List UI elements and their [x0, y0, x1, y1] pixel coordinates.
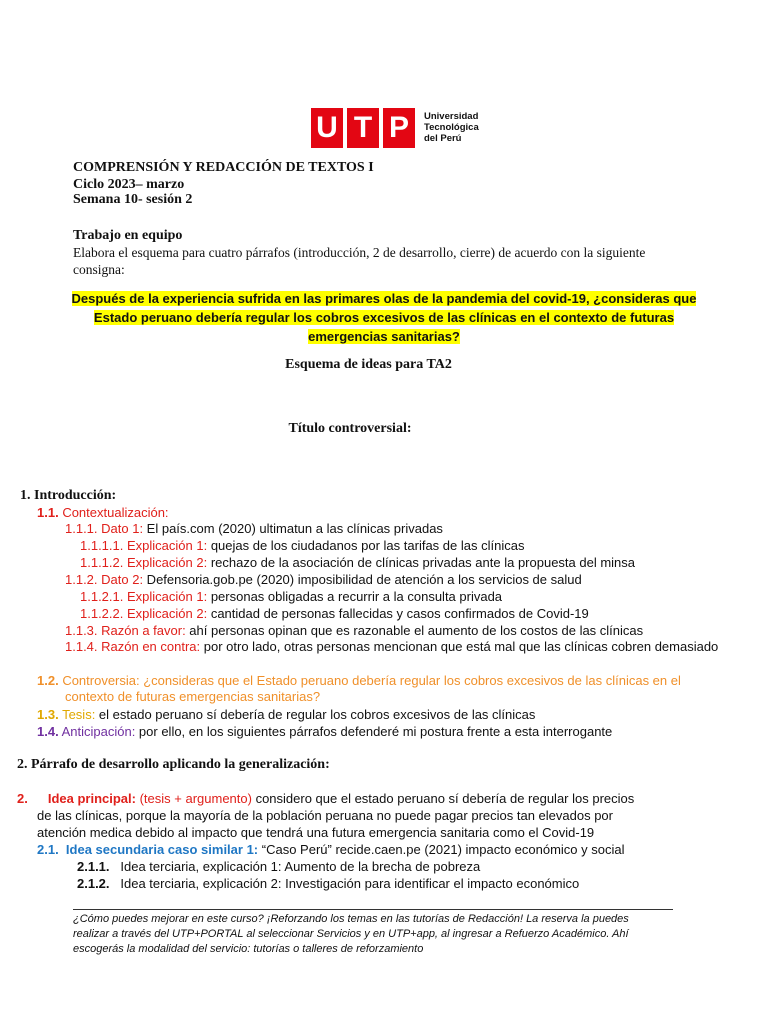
item-label: Tesis:: [62, 707, 96, 722]
item-text: el estado peruano sí debería de regular los cobros excesivos de las clínicas: [95, 707, 536, 722]
item-1-1-3: [65, 623, 643, 638]
item-text: por ello, en los siguientes párrafos defenderé mi postura frente a esta interrogante: [135, 724, 613, 739]
item-text: Idea terciaria, explicación 2: Investigación para identificar el impacto económico: [120, 876, 580, 891]
item-label: 1.1.1.2. Explicación 2:: [80, 555, 208, 570]
section-1-heading: 1. Introducción:: [20, 488, 117, 503]
task-title: Trabajo en equipo: [73, 228, 183, 243]
section-2-idea-line-3: atención medica debido al impacto que tendrá una futura emergencia sanitaria como el Covid-19: [37, 825, 595, 840]
item-1-4: [37, 724, 612, 739]
question-line-2-wrap: [0, 309, 768, 327]
item-text: Controversia: ¿consideras que el Estado peruano debería regular los cobros excesivos de las clínicas en el: [62, 673, 681, 688]
item-number: 2.1.: [37, 842, 59, 857]
item-text: quejas de los ciudadanos por las tarifas de las clínicas: [207, 538, 525, 553]
item-number: 1.3.: [37, 707, 59, 722]
footer-line-3: escogerás la modalidad del servicio: tutorías o talleres de reforzamiento: [73, 943, 424, 955]
item-text: por otro lado, otras personas mencionan que está mal que las clínicas cobren demasiado: [200, 639, 719, 654]
item-2-1: [37, 842, 624, 857]
footer-line-2: realizar a través del UTP+PORTAL al seleccionar Servicios y en UTP+app, al ingresar a Refuerzo Académico. Ahí: [73, 928, 629, 940]
item-text: El país.com (2020) ultimatun a las clínicas privadas: [143, 521, 443, 536]
question-line-3-wrap: [0, 328, 768, 346]
item-label: Idea secundaria caso similar 1:: [65, 842, 259, 857]
logo-letter-t: T: [347, 108, 379, 148]
scheme-title: Esquema de ideas para TA2: [285, 357, 452, 372]
item-number: 2.: [17, 791, 28, 806]
item-label: 1.1.2.1. Explicación 1:: [80, 589, 208, 604]
logo-letter-u: U: [311, 108, 343, 148]
item-2-1-1: [77, 859, 480, 874]
section-2-idea-line-1: [17, 791, 634, 806]
question-line-3: emergencias sanitarias?: [308, 329, 460, 344]
course-cycle: Ciclo 2023– marzo: [73, 177, 185, 192]
item-number: 2.1.1.: [77, 859, 110, 874]
item-label: Idea principal:: [47, 791, 136, 806]
item-text: considero que el estado peruano sí debería de regular los precios: [251, 791, 635, 806]
item-1-1-1-1: [80, 538, 524, 553]
item-paren: (tesis + argumento): [135, 791, 252, 806]
question-line-1-wrap: [0, 290, 768, 308]
utp-logo: [311, 108, 479, 148]
question-line-2: Estado peruano debería regular los cobros excesivos de las clínicas en el contexto de futuras: [93, 310, 675, 325]
item-1-1-2-2: [80, 606, 589, 621]
course-week: Semana 10- sesión 2: [73, 192, 193, 207]
item-1-2: [37, 673, 681, 688]
item-text: ahí personas opinan que es razonable el aumento de los costos de las clínicas: [185, 623, 644, 638]
item-text: Defensoria.gob.pe (2020) imposibilidad de atención a los servicios de salud: [143, 572, 582, 587]
item-label: 1.1.1. Dato 1:: [65, 521, 144, 536]
item-text: cantidad de personas fallecidas y casos confirmados de Covid-19: [207, 606, 589, 621]
task-instruction-line-2: consigna:: [73, 262, 125, 277]
question-line-1: Después de la experiencia sufrida en las primares olas de la pandemia del covid-19, ¿consideras que: [71, 291, 697, 306]
item-number: 1.4.: [37, 724, 59, 739]
item-1-1-4: [65, 639, 718, 654]
course-title: COMPRENSIÓN Y REDACCIÓN DE TEXTOS I: [73, 160, 374, 175]
item-2-1-2: [77, 876, 579, 891]
footer-divider: [73, 909, 673, 910]
item-1-1-2-1: [80, 589, 502, 604]
section-2-heading: 2. Párrafo de desarrollo aplicando la generalización:: [17, 757, 330, 772]
item-number: 1.1.: [37, 505, 59, 520]
item-label: Contextualización:: [62, 505, 169, 520]
item-number: 2.1.2.: [77, 876, 110, 891]
logo-letter-p: P: [383, 108, 415, 148]
section-2-idea-line-2: de las clínicas, porque la mayoría de la población peruana no puede pagar precios tan elevados por: [37, 808, 613, 823]
item-1-2-cont: contexto de futuras emergencias sanitarias?: [65, 689, 321, 704]
item-text: “Caso Perú” recide.caen.pe (2021) impacto económico y social: [258, 842, 625, 857]
item-label: 1.1.4. Razón en contra:: [65, 639, 201, 654]
item-1-3: [37, 707, 535, 722]
item-label: 1.1.2.2. Explicación 2:: [80, 606, 208, 621]
controversial-title: Título controversial:: [288, 421, 412, 436]
item-number: 1.2.: [37, 673, 59, 688]
item-1-1-2: [65, 572, 582, 587]
item-label: 1.1.2. Dato 2:: [65, 572, 144, 587]
item-text: personas obligadas a recurrir a la consulta privada: [207, 589, 503, 604]
item-label: 1.1.3. Razón a favor:: [65, 623, 186, 638]
logo-university-name: Universidad Tecnológica del Perú: [424, 111, 479, 144]
item-1-1: [37, 505, 169, 520]
task-instruction-line-1: Elabora el esquema para cuatro párrafos (introducción, 2 de desarrollo, cierre) de acuerdo con la siguiente: [73, 245, 646, 260]
item-label: Anticipación:: [61, 724, 136, 739]
footer-line-1: ¿Cómo puedes mejorar en este curso? ¡Reforzando los temas en las tutorías de Redacción! La reserva la puedes: [73, 913, 629, 925]
item-text: rechazo de la asociación de clínicas privadas ante la propuesta del minsa: [207, 555, 636, 570]
item-text: Idea terciaria, explicación 1: Aumento de la brecha de pobreza: [120, 859, 481, 874]
item-label: 1.1.1.1. Explicación 1:: [80, 538, 208, 553]
item-1-1-1: [65, 521, 443, 536]
item-1-1-1-2: [80, 555, 635, 570]
